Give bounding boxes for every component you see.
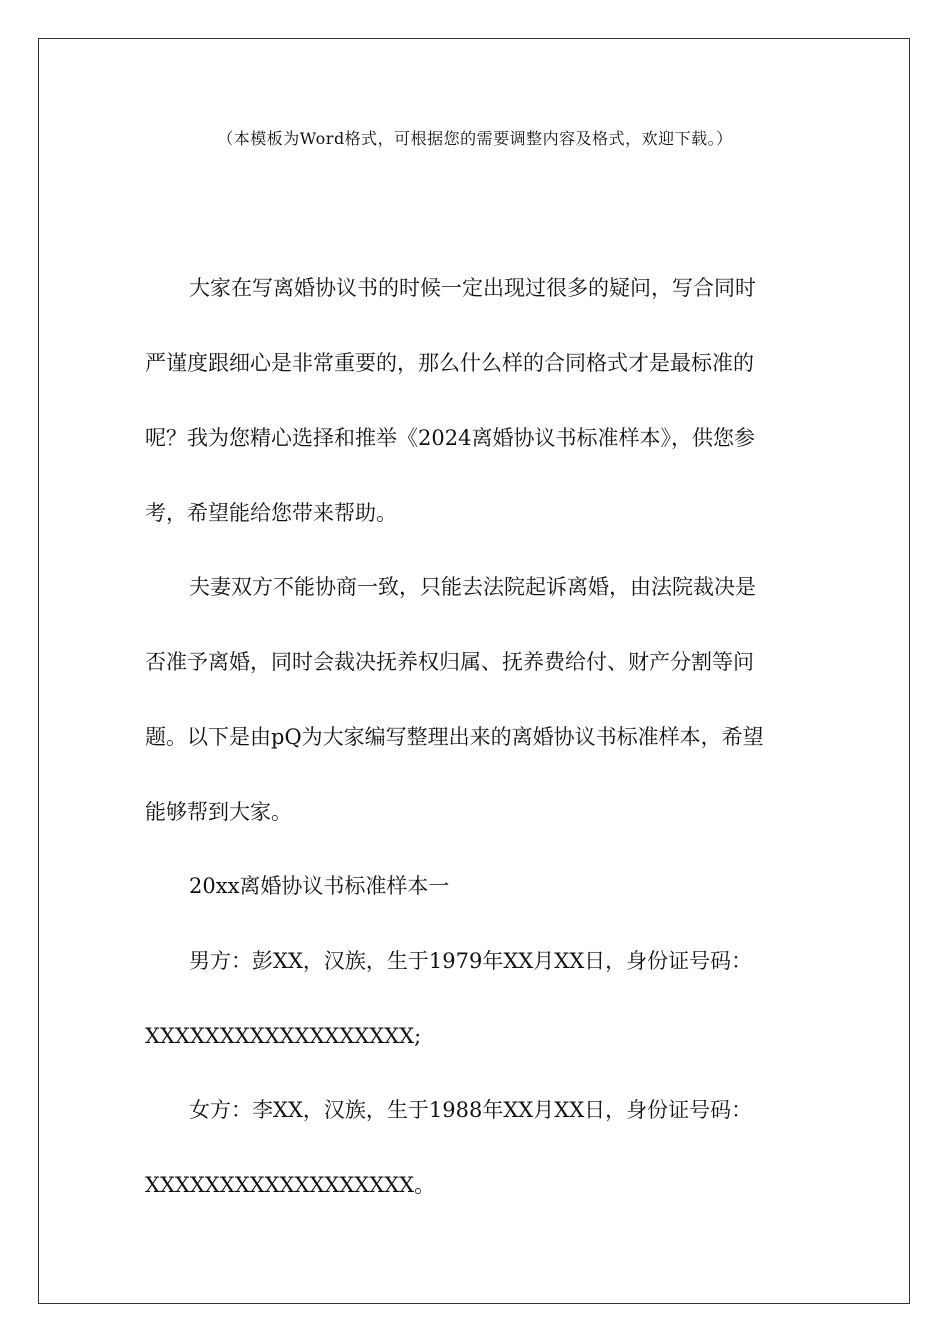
male-party-line: 男方：彭XX，汉族，生于1979年XX月XX日，身份证号码： [189, 949, 753, 973]
section-heading: 20xx离婚协议书标准样本一 [189, 874, 450, 898]
paragraph-2-line-4: 能够帮到大家。 [145, 800, 292, 824]
paragraph-2-line-2: 否准予离婚，同时会裁决抚养权归属、抚养费给付、财产分割等问 [145, 650, 754, 674]
female-party-line: 女方：李XX，汉族，生于1988年XX月XX日，身份证号码： [189, 1098, 753, 1122]
female-party-id: XXXXXXXXXXXXXXXXXX。 [145, 1173, 436, 1197]
paragraph-1-line-2: 严谨度跟细心是非常重要的，那么什么样的合同格式才是最标准的 [145, 351, 754, 375]
paragraph-2-line-3: 题。以下是由pQ为大家编写整理出来的离婚协议书标准样本，希望 [145, 725, 764, 749]
paragraph-2-line-1: 夫妻双方不能协商一致，只能去法院起诉离婚，由法院裁决是 [189, 575, 756, 599]
paragraph-1-line-4: 考，希望能给您带来帮助。 [145, 501, 397, 525]
paragraph-1-line-1: 大家在写离婚协议书的时候一定出现过很多的疑问，写合同时 [189, 276, 756, 300]
male-party-id: XXXXXXXXXXXXXXXXXX; [145, 1024, 422, 1048]
paragraph-1-line-3: 呢？我为您精心选择和推举《2024离婚协议书标准样本》，供您参 [145, 426, 755, 450]
template-note: （本模板为Word格式，可根据您的需要调整内容及格式，欢迎下载。） [217, 129, 733, 148]
